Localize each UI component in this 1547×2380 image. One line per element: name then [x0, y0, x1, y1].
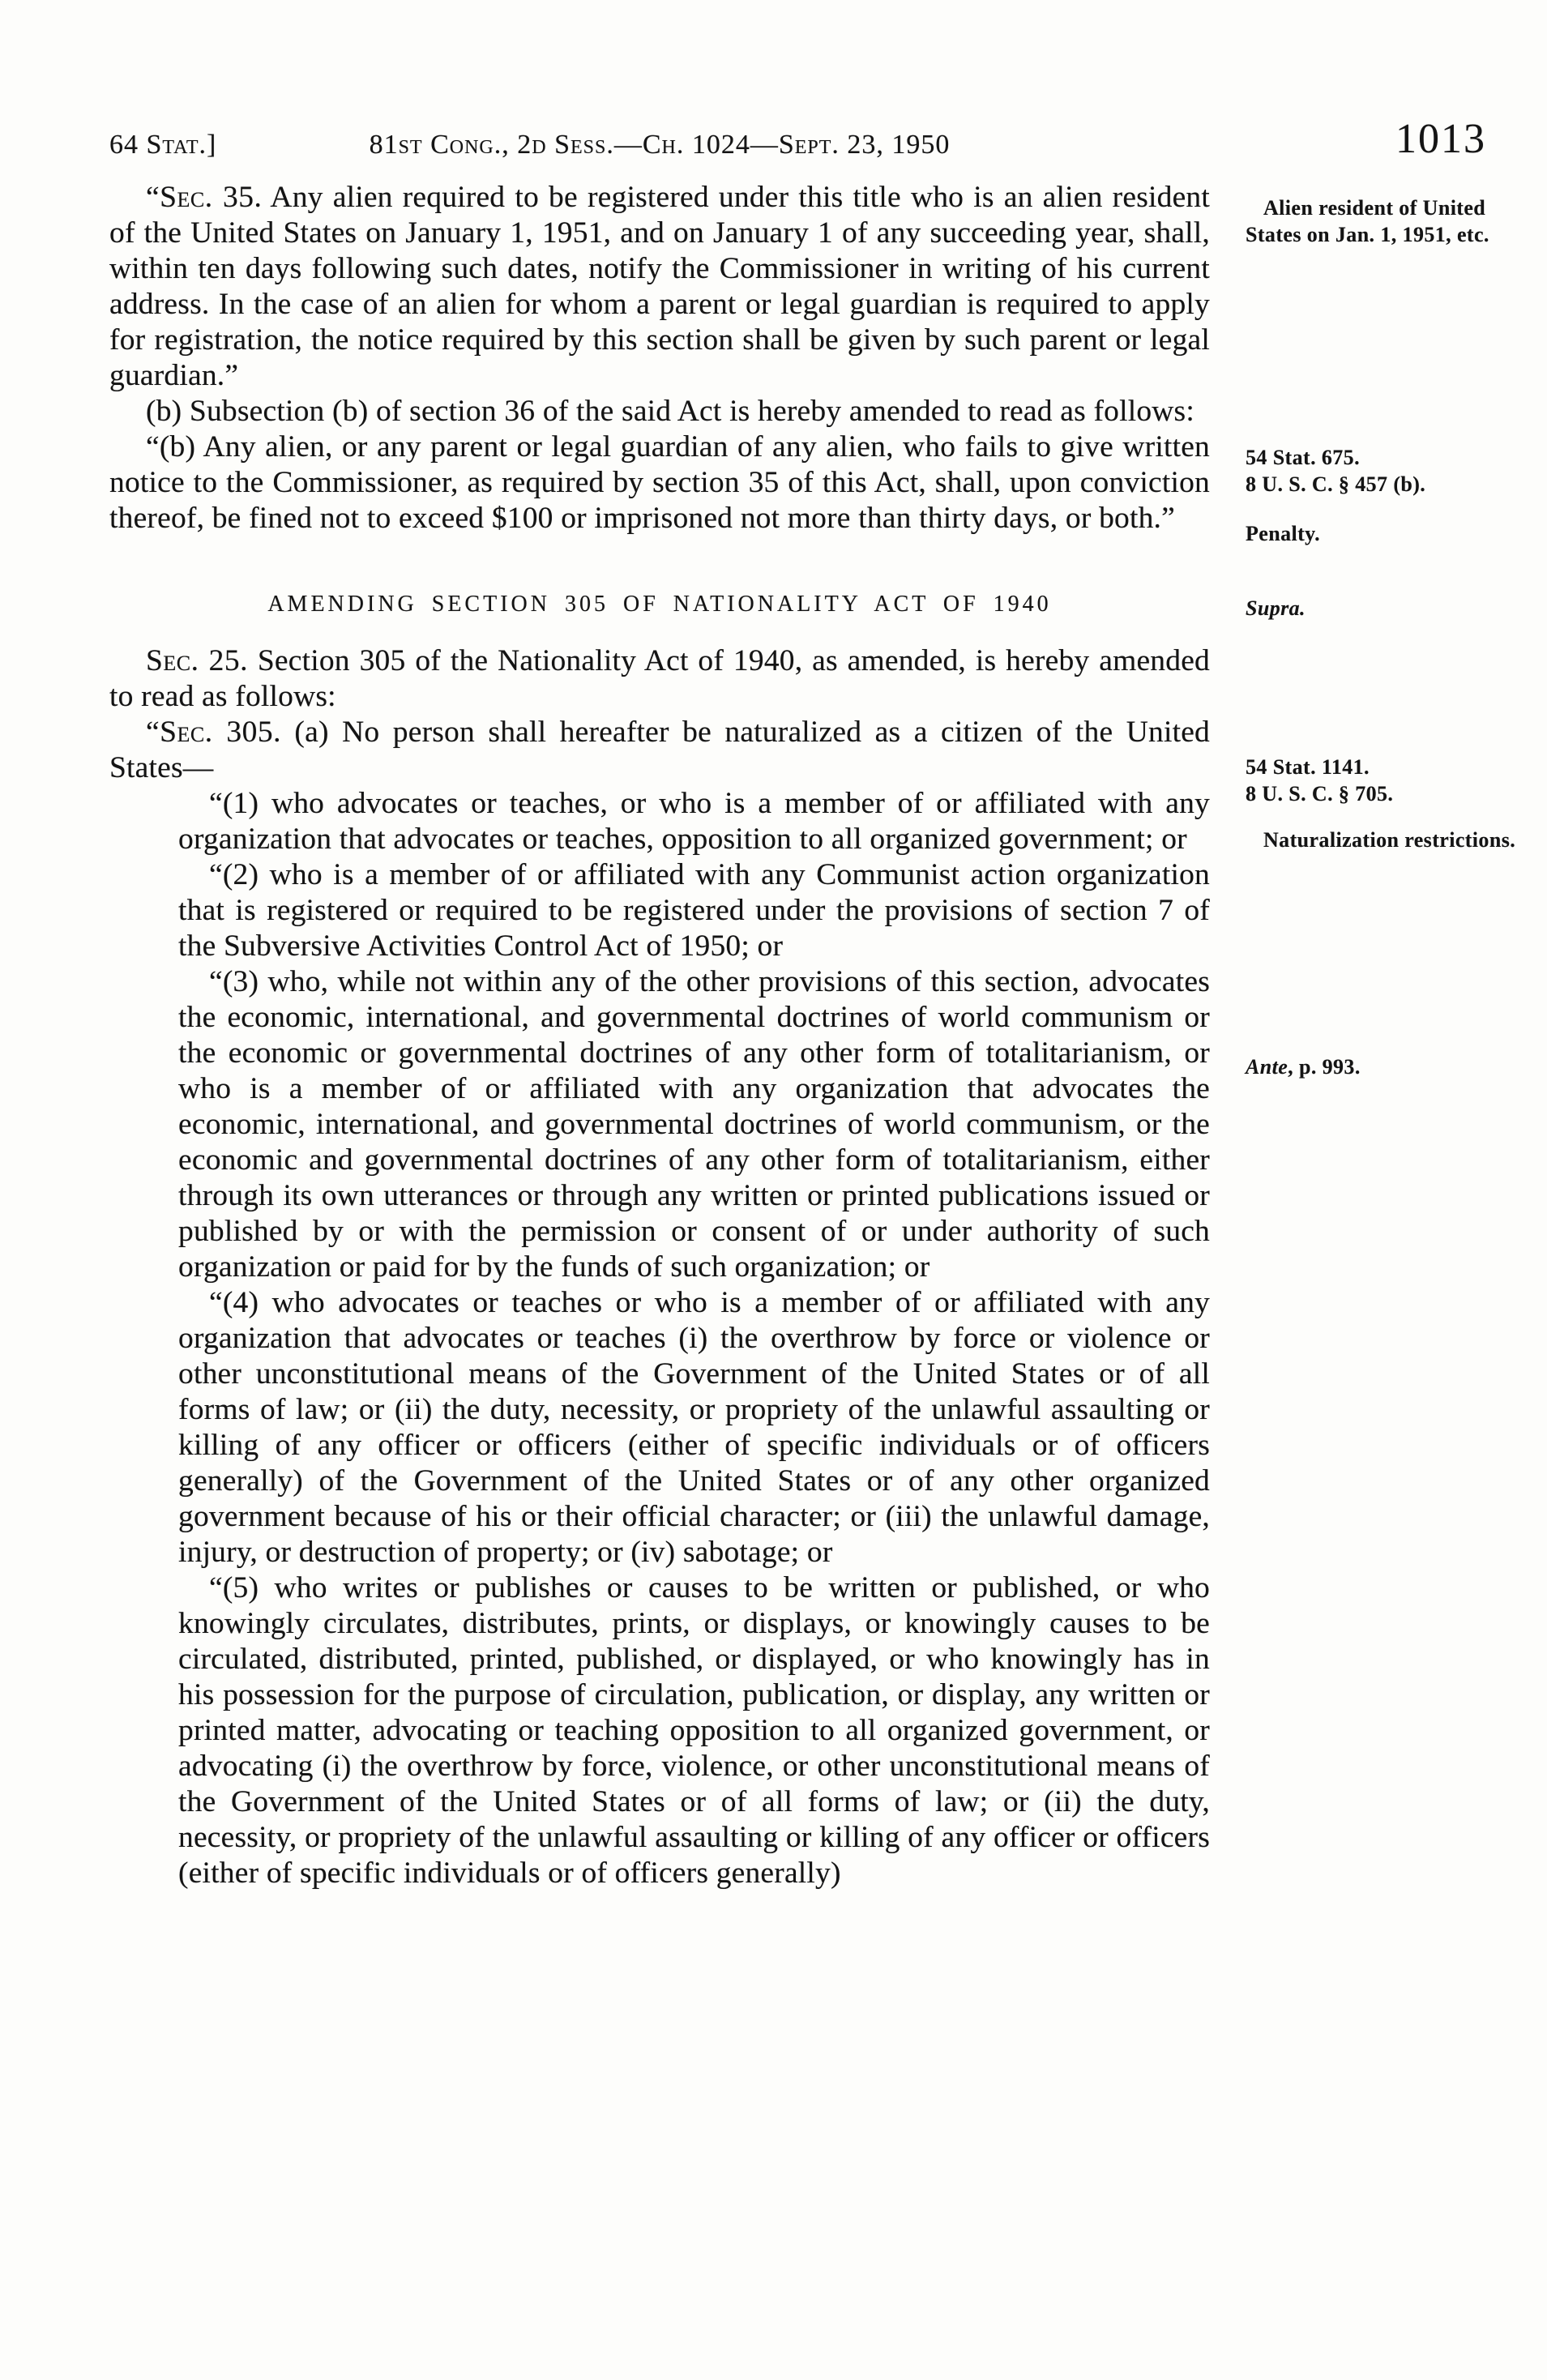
margin-note-alien-resident: Alien resident of United States on Jan. 1, 1951, etc.: [1246, 196, 1489, 246]
section-heading: AMENDING SECTION 305 OF NATIONALITY ACT OF 1940: [267, 592, 1052, 617]
margin-note-naturalization: Naturalization restrictions.: [1263, 828, 1516, 852]
margin-note-supra: Supra.: [1246, 596, 1306, 620]
paragraph-sec-35: [109, 180, 1210, 394]
paragraph-text: Any alien required to be registered under this title who is an alien resident of the United States on January 1, 1951, and on January 1 of any succeeding year, shall, within ten days following such dates, notify the Commissioner in writing of his current address. In the case of an alien for whom a parent or legal guardian is required to apply for registration, the notice required by this section shall be given by such parent or legal guardian.”: [109, 181, 1210, 392]
clause-2: “(2) who is a member of or affiliated with any Communist action organization that is registered or required to be registered under the provisions of section 7 of the Subversive Activities Control Act of 1950; or: [178, 858, 1210, 963]
section-number-label: Sec. 25.: [146, 644, 248, 677]
clause-1: “(1) who advocates or teaches, or who is a member of or affiliated with any organization that advocates or teaches, opposition to all organized government; or: [178, 787, 1210, 856]
paragraph-subsection-b: “(b) Any alien, or any parent or legal guardian of any alien, who fails to give written notice to the Commissioner, as required by section 35 of this Act, shall, upon conviction thereof, be fined not to exceed $100 or imprisoned not more than thirty days, or both.”: [109, 430, 1210, 535]
paragraph-sec-305: [109, 715, 1210, 786]
citation-line: 54 Stat. 675.: [1246, 446, 1360, 469]
citation-line: 8 U. S. C. § 705.: [1246, 782, 1394, 805]
section-number-label: “Sec. 35.: [146, 181, 263, 214]
header-session-line: 81st Cong., 2d Sess.—Ch. 1024—Sept. 23, 1950: [369, 130, 951, 160]
paragraph-text: (a) No person shall hereafter be naturalized as a citizen of the United States—: [109, 716, 1210, 784]
paragraph-text: Section 305 of the Nationality Act of 1940, as amended, is hereby amended to read as follows:: [109, 644, 1210, 713]
clause-3: “(3) who, while not within any of the other provisions of this section, advocates the economic, international, and governmental doctrines of world communism or the economic or governmental doctrines of any other form of totalitarianism, or who is a member of or affiliated with any organization that advocates the economic, international, and governmental doctrines of world communism, or the economic and governmental doctrines of any other form of totalitarianism, either through its own utterances or through any written or printed publications issued or published by or with the permission or consent of or under authority of such organization or paid for by the funds of such organization; or: [178, 965, 1210, 1284]
citation-line: 54 Stat. 1141.: [1246, 755, 1370, 779]
margin-note-citation-54stat675: [1246, 444, 1525, 498]
paragraph-sec-25: [109, 643, 1210, 715]
header-volume-ref: 64 Stat.]: [109, 130, 217, 160]
ante-rest: , p. 993.: [1288, 1055, 1361, 1079]
section-number-label: “Sec. 305.: [146, 716, 281, 749]
margin-note-ante: [1246, 1053, 1525, 1080]
citation-line: 8 U. S. C. § 457 (b).: [1246, 472, 1426, 496]
paragraph-subsection-b-intro: (b) Subsection (b) of section 36 of the said Act is hereby amended to read as follows:: [146, 395, 1194, 428]
ante-italic: Ante: [1246, 1055, 1288, 1079]
clause-4: “(4) who advocates or teaches or who is a member of or affiliated with any organization that advocates or teaches (i) the overthrow by force or violence or other unconstitutional means of the Government of the United States or of all forms of law; or (ii) the duty, necessity, or propriety of the unlawful assaulting or killing of any officer or officers (either of specific individuals or of officers generally) of the Government of the United States or of any other organized government because of his or their official character; or (iii) the unlawful damage, injury, or destruction of property; or (iv) sabotage; or: [178, 1286, 1210, 1569]
margin-note-penalty: Penalty.: [1246, 522, 1321, 545]
margin-note-citation-54stat1141: [1246, 754, 1525, 807]
clause-5: “(5) who writes or publishes or causes to be written or published, or who knowingly circulates, distributes, prints, or displays, or knowingly causes to be circulated, distributed, printed, published, or displayed, or who knowingly has in his possession for the purpose of circulation, publication, or display, any written or printed matter, advocating or teaching opposition to all organized government, or advocating (i) the overthrow by force, violence, or other unconstitutional means of the Government of the United States or of all forms of law; or (ii) the duty, necessity, or propriety of the unlawful assaulting or killing of any officer or officers (either of specific individuals or of officers generally): [178, 1571, 1210, 1890]
page-number: 1013: [1395, 116, 1486, 162]
statute-text-column: [109, 180, 1210, 1891]
